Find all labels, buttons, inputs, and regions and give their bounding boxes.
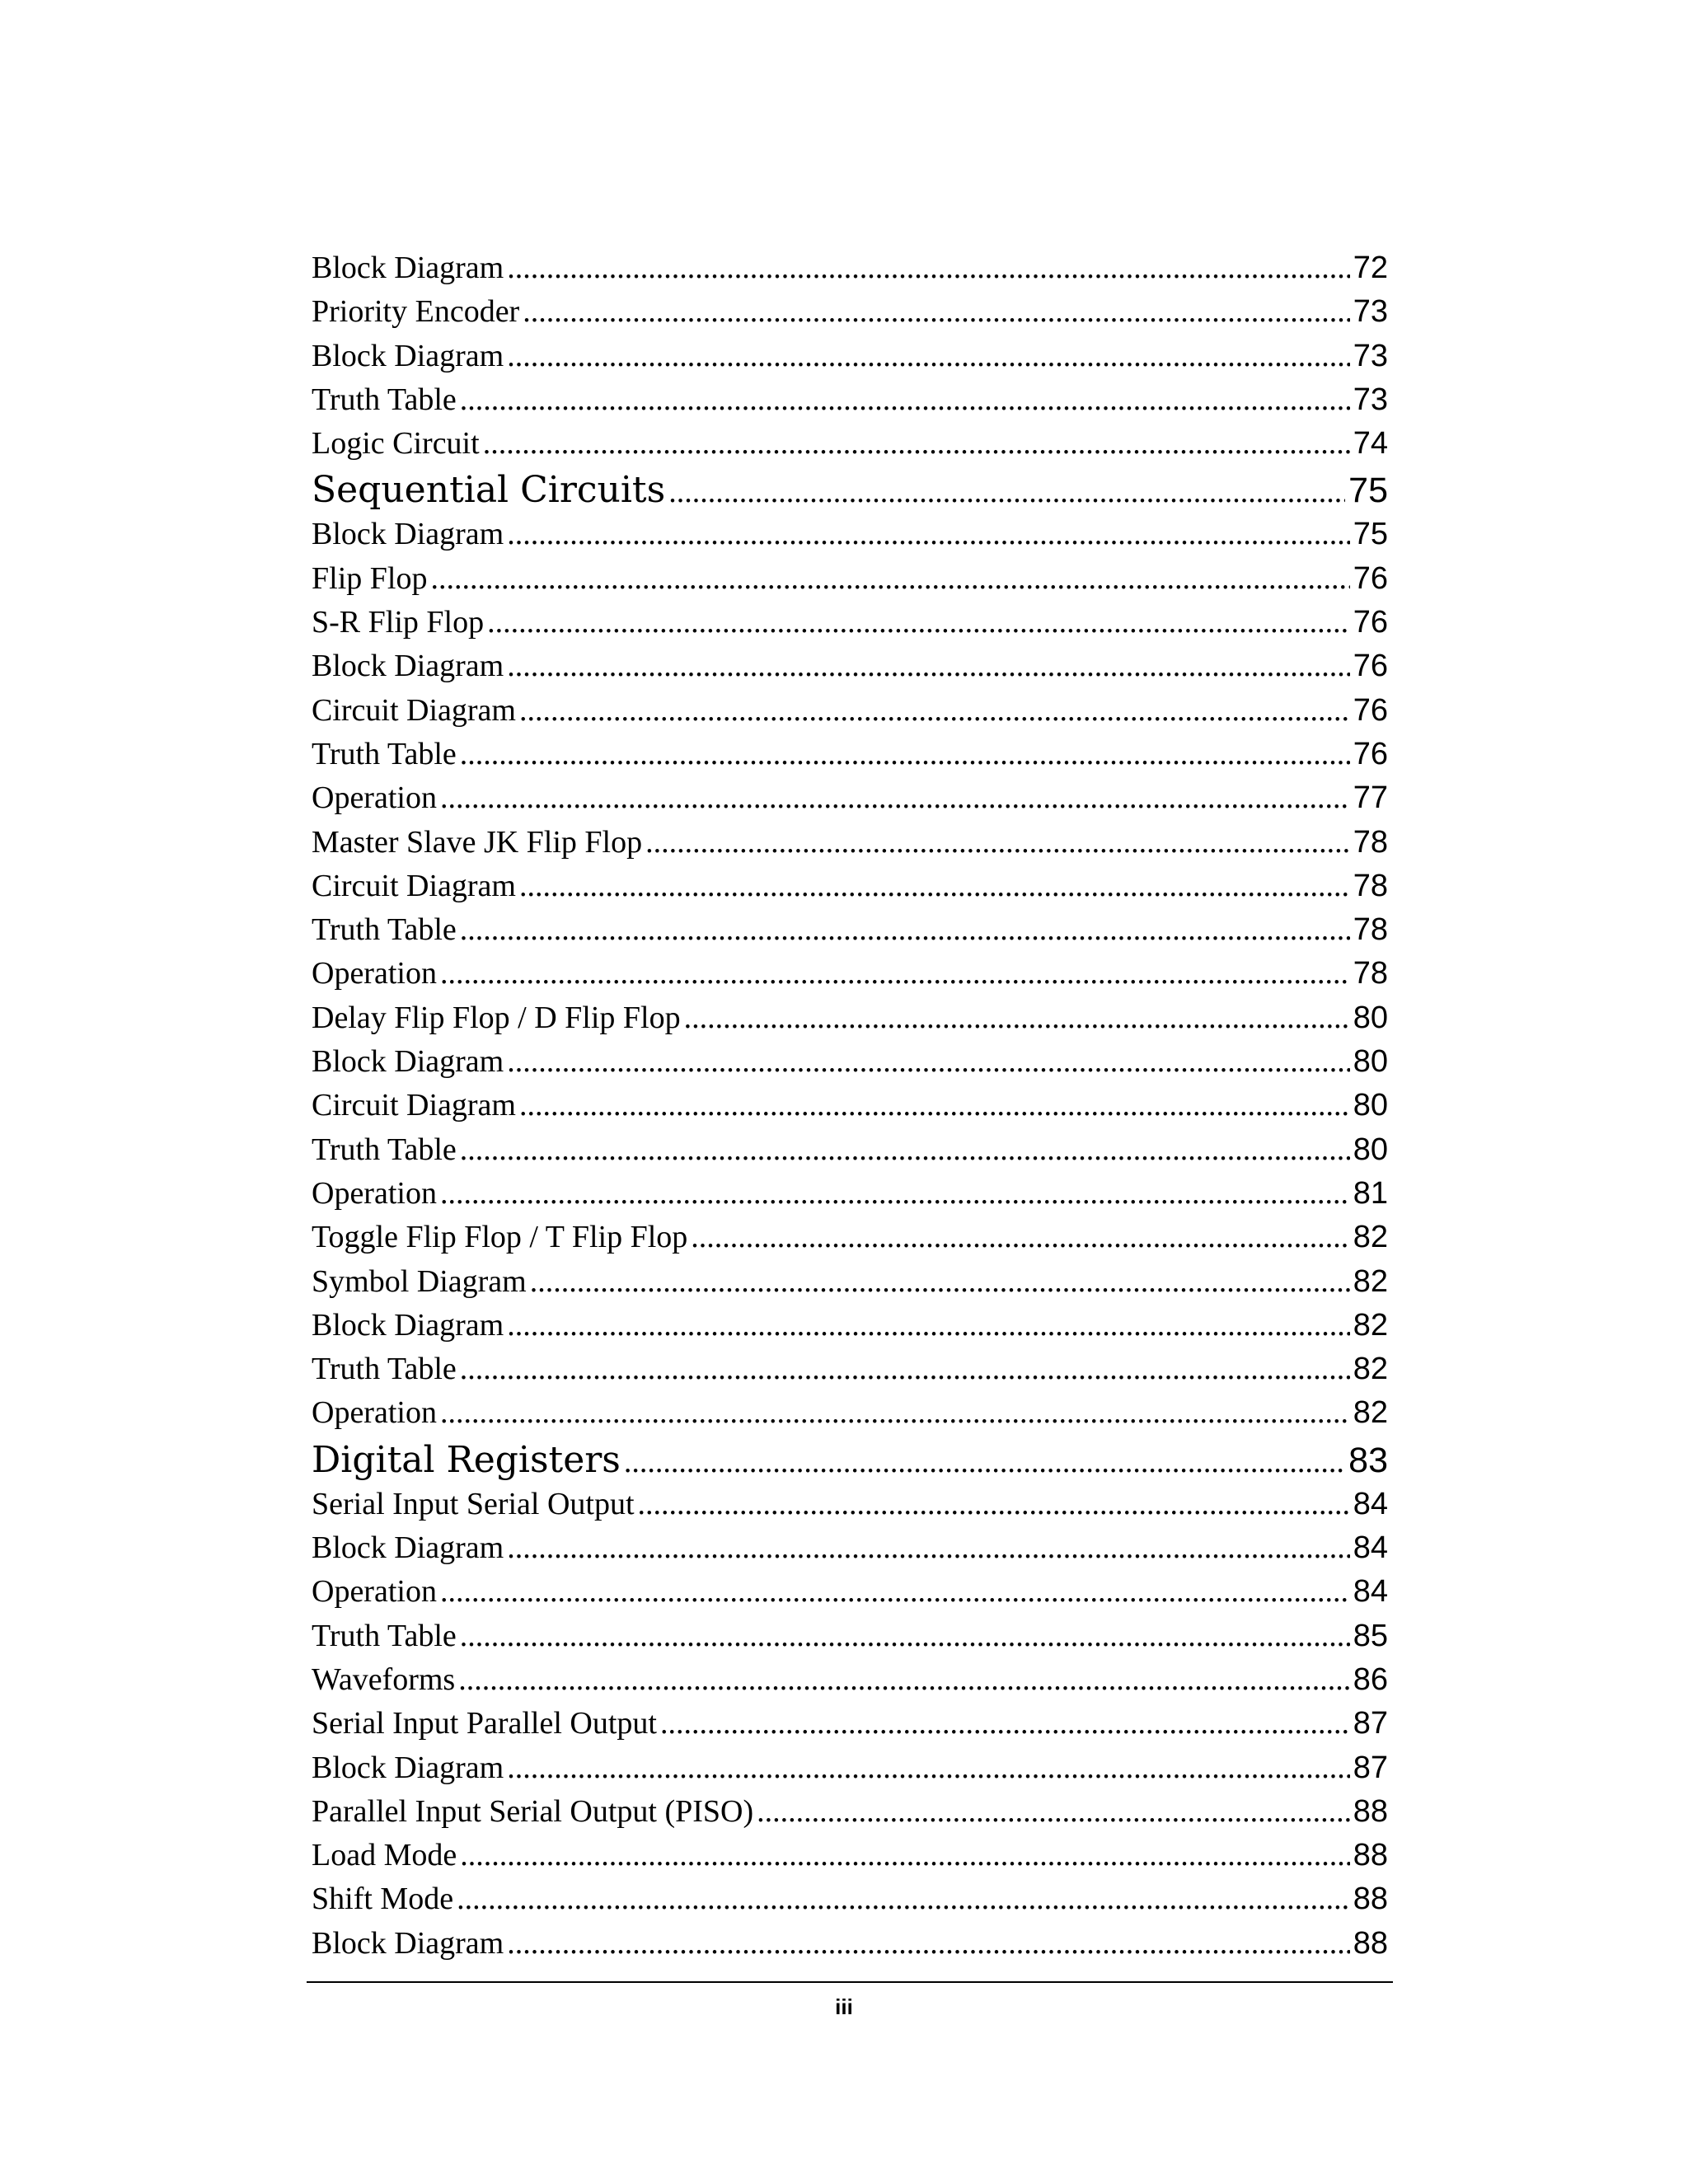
- toc-dot-leader: [519, 868, 1350, 904]
- toc-entry-page: 76: [1353, 649, 1388, 684]
- toc-dot-leader: [507, 648, 1350, 684]
- toc-entry-page: 80: [1353, 1000, 1388, 1035]
- toc-entry-title: Circuit Diagram: [312, 692, 516, 728]
- toc-entry-title: Truth Table: [312, 382, 457, 417]
- toc-entry[interactable]: [312, 1307, 1388, 1351]
- toc-entry-page: 80: [1353, 1044, 1388, 1080]
- toc-entry[interactable]: [312, 692, 1388, 736]
- toc-entry-page: 82: [1353, 1263, 1388, 1299]
- toc-dot-leader: [507, 1307, 1350, 1343]
- page-number: iii: [835, 1994, 853, 2019]
- toc-dot-leader: [507, 1530, 1350, 1566]
- toc-entry-title: Circuit Diagram: [312, 868, 516, 903]
- toc-entry-title: Truth Table: [312, 1618, 457, 1653]
- toc-dot-leader: [458, 1661, 1350, 1698]
- toc-entry-title: Truth Table: [312, 736, 457, 771]
- toc-entry-page: 78: [1353, 956, 1388, 991]
- toc-entry[interactable]: [312, 1175, 1388, 1219]
- toc-dot-leader: [460, 1837, 1349, 1873]
- toc-entry-page: 76: [1353, 605, 1388, 640]
- toc-entry[interactable]: [312, 250, 1388, 293]
- toc-entry-title: Block Diagram: [312, 1307, 504, 1343]
- toc-entry[interactable]: [312, 1530, 1388, 1573]
- toc-entry-title: Block Diagram: [312, 1750, 504, 1785]
- toc-entry-title: Block Diagram: [312, 1530, 504, 1566]
- toc-entry-page: 80: [1353, 1132, 1388, 1167]
- toc-entry-page: 88: [1353, 1838, 1388, 1873]
- toc-entry[interactable]: [312, 1043, 1388, 1087]
- toc-entry[interactable]: [312, 516, 1388, 560]
- toc-dot-leader: [638, 1486, 1350, 1522]
- toc-entry-title: Operation: [312, 780, 437, 816]
- toc-entry-title: Truth Table: [312, 912, 457, 948]
- toc-section-heading[interactable]: [312, 1439, 1388, 1486]
- toc-entry-title: Flip Flop: [312, 560, 428, 596]
- toc-entry[interactable]: [312, 1618, 1388, 1661]
- toc-dot-leader: [691, 1219, 1349, 1255]
- toc-entry-page: 82: [1353, 1307, 1388, 1343]
- toc-entry-title: Symbol Diagram: [312, 1263, 527, 1299]
- toc-entry[interactable]: [312, 1132, 1388, 1175]
- toc-entry[interactable]: [312, 824, 1388, 868]
- toc-entry-page: 73: [1353, 294, 1388, 330]
- toc-entry-title: Parallel Input Serial Output (PISO): [312, 1793, 754, 1829]
- toc-dot-leader: [519, 692, 1350, 729]
- toc-entry-page: 82: [1353, 1220, 1388, 1255]
- toc-entry-title: Master Slave JK Flip Flop: [312, 824, 643, 860]
- toc-entry-title: Operation: [312, 1175, 437, 1211]
- toc-section-heading[interactable]: [312, 469, 1388, 516]
- toc-entry-title: Block Diagram: [312, 251, 504, 285]
- toc-entry[interactable]: [312, 955, 1388, 999]
- toc-entry[interactable]: [312, 1351, 1388, 1394]
- toc-entry[interactable]: [312, 382, 1388, 425]
- toc-entry[interactable]: [312, 1837, 1388, 1881]
- toc-entry[interactable]: [312, 1705, 1388, 1749]
- toc-entry-page: 85: [1353, 1618, 1388, 1653]
- toc-dot-leader: [440, 1175, 1350, 1212]
- toc-entry-page: 84: [1353, 1574, 1388, 1610]
- toc-dot-leader: [507, 516, 1350, 552]
- toc-entry-title: Circuit Diagram: [312, 1088, 516, 1123]
- toc-entry[interactable]: [312, 1000, 1388, 1043]
- toc-dot-leader: [440, 780, 1350, 816]
- toc-entry-title: Operation: [312, 1574, 437, 1610]
- toc-entry[interactable]: [312, 604, 1388, 648]
- toc-entry[interactable]: [312, 1750, 1388, 1793]
- table-of-contents: [312, 250, 1388, 1969]
- toc-entry-page: 88: [1353, 1925, 1388, 1961]
- toc-entry-title: Truth Table: [312, 1352, 457, 1387]
- toc-entry-title: Serial Input Parallel Output: [312, 1706, 657, 1741]
- toc-dot-leader: [440, 1573, 1350, 1610]
- toc-dot-leader: [684, 1000, 1350, 1036]
- toc-entry-page: 78: [1353, 824, 1388, 860]
- toc-entry-page: 81: [1353, 1175, 1388, 1211]
- toc-entry-title: Sequential Circuits: [312, 469, 666, 512]
- toc-entry-page: 88: [1353, 1882, 1388, 1917]
- toc-dot-leader: [660, 1705, 1350, 1741]
- toc-entry-title: Logic Circuit: [312, 426, 480, 462]
- footer-divider: [307, 1981, 1393, 1983]
- toc-dot-leader: [507, 338, 1350, 374]
- toc-entry[interactable]: [312, 1219, 1388, 1263]
- toc-entry-title: Operation: [312, 1395, 437, 1431]
- toc-entry[interactable]: [312, 1925, 1388, 1969]
- toc-entry-title: Toggle Flip Flop / T Flip Flop: [312, 1220, 688, 1255]
- toc-entry-title: Priority Encoder: [312, 294, 520, 330]
- toc-dot-leader: [523, 293, 1350, 330]
- toc-entry[interactable]: [312, 1263, 1388, 1307]
- toc-entry-title: Load Mode: [312, 1838, 457, 1873]
- toc-entry[interactable]: [312, 338, 1388, 382]
- toc-dot-leader: [460, 382, 1350, 418]
- toc-entry[interactable]: [312, 780, 1388, 823]
- toc-entry[interactable]: [312, 560, 1388, 604]
- toc-entry-page: 78: [1353, 868, 1388, 903]
- toc-dot-leader: [430, 560, 1349, 597]
- toc-dot-leader: [645, 824, 1350, 860]
- toc-dot-leader: [487, 604, 1350, 640]
- toc-entry-page: 86: [1353, 1661, 1388, 1697]
- toc-entry-title: Block Diagram: [312, 1044, 504, 1080]
- toc-entry[interactable]: [312, 293, 1388, 337]
- toc-dot-leader: [483, 425, 1350, 462]
- toc-entry-title: Delay Flip Flop / D Flip Flop: [312, 1000, 681, 1035]
- toc-entry[interactable]: [312, 425, 1388, 469]
- toc-entry[interactable]: [312, 1881, 1388, 1924]
- toc-entry-title: Shift Mode: [312, 1882, 454, 1917]
- toc-entry[interactable]: [312, 1486, 1388, 1530]
- toc-entry-page: 87: [1353, 1750, 1388, 1785]
- toc-entry-title: Block Diagram: [312, 338, 504, 373]
- toc-entry[interactable]: [312, 912, 1388, 955]
- toc-dot-leader: [530, 1263, 1350, 1300]
- toc-entry[interactable]: [312, 648, 1388, 691]
- toc-entry-title: Block Diagram: [312, 517, 504, 552]
- toc-entry-page: 72: [1353, 251, 1388, 285]
- toc-entry-title: Serial Input Serial Output: [312, 1486, 635, 1521]
- toc-entry-page: 73: [1353, 382, 1388, 417]
- toc-entry-page: 84: [1353, 1486, 1388, 1521]
- toc-dot-leader: [507, 250, 1350, 286]
- toc-entry-page: 84: [1353, 1530, 1388, 1566]
- toc-entry[interactable]: [312, 1394, 1388, 1438]
- toc-entry-page: 80: [1353, 1088, 1388, 1123]
- toc-entry[interactable]: [312, 1661, 1388, 1705]
- toc-entry-page: 82: [1353, 1352, 1388, 1387]
- toc-entry[interactable]: [312, 1087, 1388, 1131]
- toc-dot-leader: [507, 1043, 1350, 1080]
- toc-entry-page: 82: [1353, 1395, 1388, 1431]
- toc-entry-page: 88: [1353, 1793, 1388, 1829]
- toc-entry-page: 75: [1353, 517, 1388, 552]
- toc-dot-leader: [460, 736, 1350, 772]
- toc-dot-leader: [519, 1087, 1350, 1123]
- toc-dot-leader: [440, 1394, 1350, 1431]
- toc-dot-leader: [460, 1132, 1350, 1168]
- toc-entry-page: 76: [1353, 560, 1388, 596]
- toc-entry-title: Block Diagram: [312, 649, 504, 684]
- toc-dot-leader: [757, 1793, 1350, 1830]
- toc-entry-page: 83: [1348, 1440, 1388, 1480]
- toc-entry-page: 76: [1353, 736, 1388, 771]
- toc-dot-leader: [624, 1444, 1345, 1480]
- toc-entry[interactable]: [312, 1793, 1388, 1837]
- toc-entry-title: Block Diagram: [312, 1925, 504, 1961]
- toc-entry-page: 73: [1353, 338, 1388, 373]
- toc-dot-leader: [460, 1618, 1350, 1654]
- toc-entry-title: Truth Table: [312, 1132, 457, 1167]
- toc-entry[interactable]: [312, 868, 1388, 912]
- toc-entry-page: 78: [1353, 912, 1388, 948]
- toc-entry-page: 75: [1348, 471, 1388, 511]
- toc-entry-title: Operation: [312, 956, 437, 991]
- toc-entry-title: Digital Registers: [312, 1438, 621, 1481]
- toc-dot-leader: [668, 474, 1345, 510]
- toc-entry-page: 87: [1353, 1706, 1388, 1741]
- toc-dot-leader: [440, 955, 1350, 991]
- toc-entry-page: 74: [1353, 426, 1388, 462]
- toc-dot-leader: [460, 1351, 1350, 1387]
- toc-entry-page: 76: [1353, 692, 1388, 728]
- toc-entry[interactable]: [312, 736, 1388, 780]
- toc-dot-leader: [507, 1925, 1350, 1961]
- toc-entry-page: 77: [1353, 780, 1388, 816]
- toc-entry-title: Waveforms: [312, 1661, 456, 1697]
- toc-entry-title: S-R Flip Flop: [312, 605, 485, 640]
- toc-entry[interactable]: [312, 1573, 1388, 1617]
- toc-dot-leader: [460, 912, 1350, 948]
- toc-dot-leader: [507, 1750, 1350, 1786]
- toc-dot-leader: [457, 1881, 1350, 1917]
